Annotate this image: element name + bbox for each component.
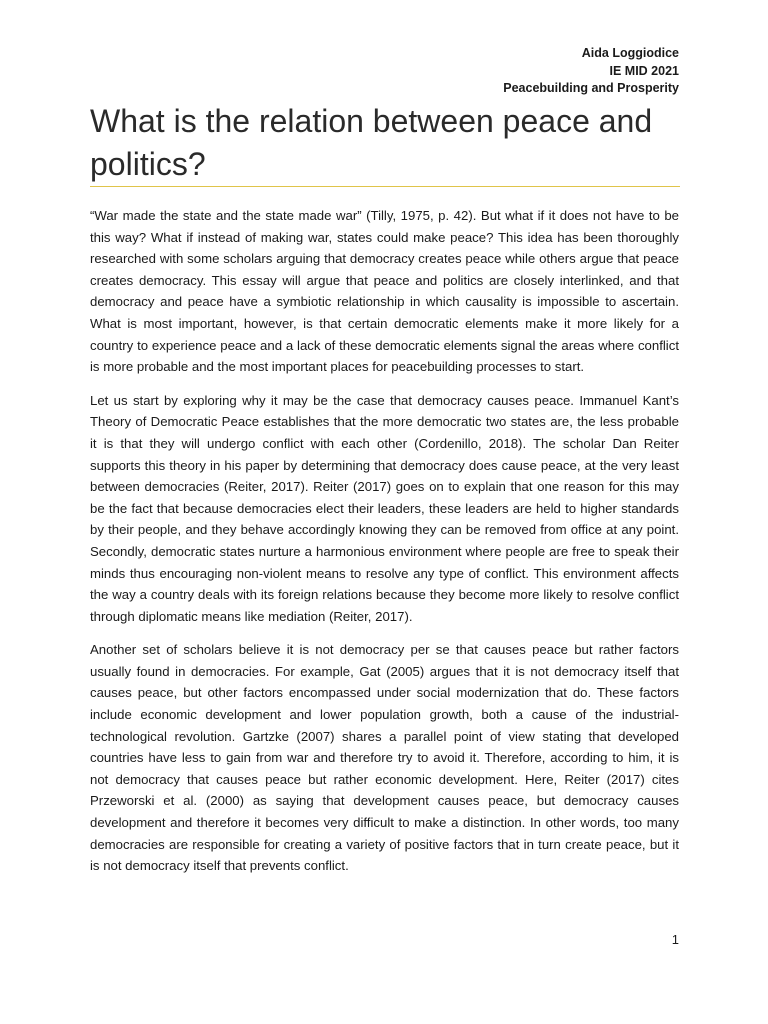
document-body xyxy=(90,205,679,889)
course-name: Peacebuilding and Prosperity xyxy=(503,81,679,95)
paragraph-democracy-causes-peace: Let us start by exploring why it may be the case that democracy causes peace. Immanuel Kant’s Theory of Democratic Peace establishes that the more democratic two states are, the less probable it is that they will undergo conflict with each other (Cordenillo, 2018). The scholar Dan Reiter supports this theory in his paper by determining that democracy does cause peace, at the very least between democracies (Reiter, 2017). Reiter (2017) goes on to explain that one reason for this may be the fact that because democracies elect their leaders, these leaders are held to higher standards by their people, and they behave accordingly knowing they can be removed from office at any point. Secondly, democratic states nurture a harmonious environment where people are free to speak their minds thus encouraging non-violent means to resolve any type of conflict. This environment affects the way a country deals with its foreign relations because they become more likely to resolve conflict through diplomatic means like mediation (Reiter, 2017). xyxy=(90,392,679,624)
paragraph-intro: “War made the state and the state made war” (Tilly, 1975, p. 42). But what if it does not have to be this way? What if instead of making war, states could make peace? This idea has been thoroughly researched with some scholars arguing that democracy creates peace while others argue that peace creates democracy. This essay will argue that peace and politics are closely interlinked, and that democracy and peace have a symbiotic relationship in which causality is impossible to ascertain. What is most important, however, is that certain democratic elements make it more likely for a country to experience peace and a lack of these democratic elements signal the areas where conflict is more probable and the most important places for peacebuilding processes to start. xyxy=(90,208,679,375)
page-number: 1 xyxy=(671,932,679,947)
paragraph-other-factors: Another set of scholars believe it is not democracy per se that causes peace but rather factors usually found in democracies. For example, Gat (2005) argues that it is not democracy itself that causes peace, but other factors encompassed under social modernization that do. These factors include economic development and lower population growth, both a cause of the industrial-technological revolution. Gartzke (2007) shares a parallel point of view stating that developed countries have less to gain from war and therefore try to avoid it. Therefore, according to him, it is not democracy that causes peace but rather economic development. Here, Reiter (2017) cites Przeworski et al. (2000) as saying that development causes peace, but democracy causes development and therefore it becomes very difficult to make a distinction. In other words, too many democracies are responsible for creating a variety of positive factors that in turn create peace, but it is not democracy itself that prevents conflict. xyxy=(90,642,679,874)
document-header xyxy=(503,45,679,98)
title-underline xyxy=(90,186,680,187)
document-title: What is the relation between peace and politics? xyxy=(90,103,653,182)
program-name: IE MID 2021 xyxy=(609,63,679,78)
author-name: Aida Loggiodice xyxy=(581,46,679,60)
